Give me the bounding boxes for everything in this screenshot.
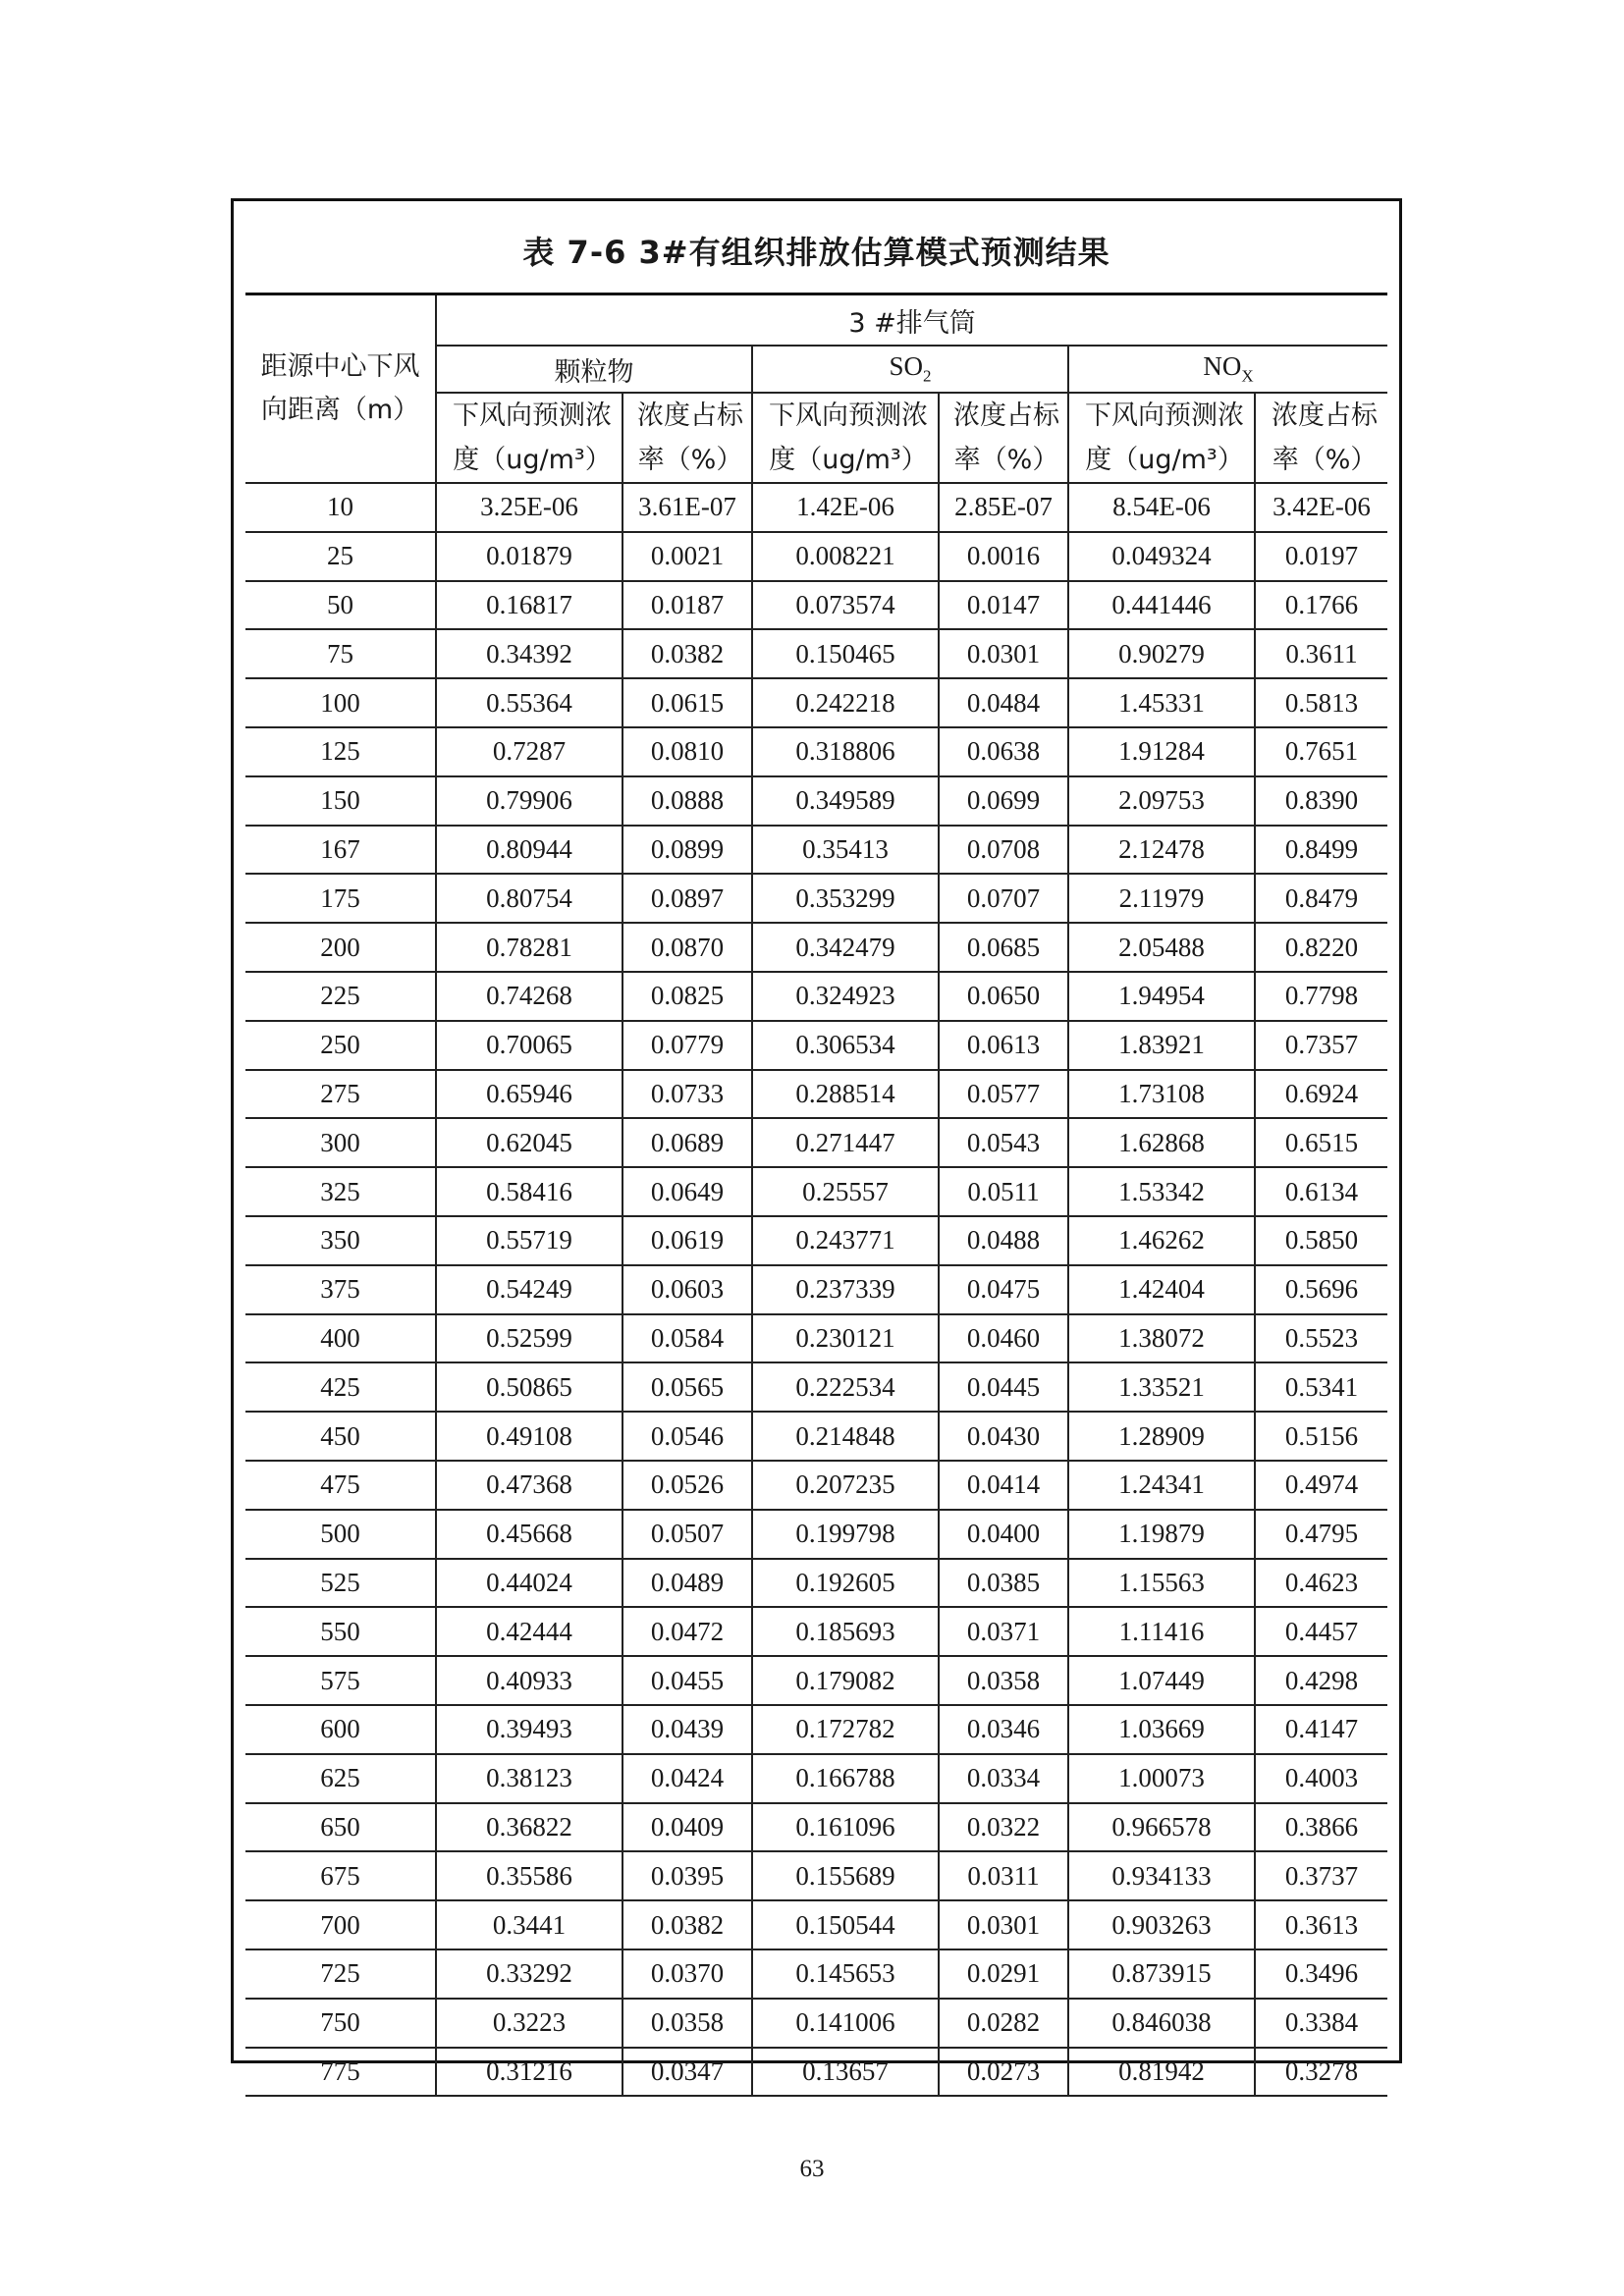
nox-concentration-cell: 1.45331	[1068, 678, 1255, 727]
so2-concentration-cell: 0.141006	[752, 1999, 939, 2048]
distance-cell: 175	[245, 874, 436, 923]
nox-concentration-cell: 1.53342	[1068, 1167, 1255, 1216]
so2-concentration-cell: 0.073574	[752, 581, 939, 630]
nox-ratio-cell: 0.4298	[1255, 1656, 1387, 1705]
nox-ratio-cell: 0.3611	[1255, 629, 1387, 678]
table-row	[245, 1167, 1387, 1216]
so2-ratio-cell: 0.0488	[939, 1216, 1068, 1265]
nox-concentration-cell: 0.049324	[1068, 532, 1255, 581]
distance-cell: 225	[245, 972, 436, 1021]
nox-ratio-cell: 0.8220	[1255, 923, 1387, 972]
prediction-results-table	[245, 293, 1387, 2097]
nox-ratio-cell: 0.5341	[1255, 1362, 1387, 1412]
particulate-concentration-cell: 0.50865	[436, 1362, 623, 1412]
distance-cell: 775	[245, 2048, 436, 2097]
sub-header-concentration: 下风向预测浓度（ug/m³）	[1068, 393, 1255, 483]
particulate-ratio-cell: 0.0409	[623, 1803, 752, 1852]
table-row	[245, 1754, 1387, 1803]
nox-concentration-cell: 0.90279	[1068, 629, 1255, 678]
pollutant-header-nox: $NO_X$	[1068, 346, 1387, 393]
so2-concentration-cell: 0.150465	[752, 629, 939, 678]
table-row	[245, 1705, 1387, 1754]
sub-header-ratio: 浓度占标率（%）	[623, 393, 752, 483]
so2-concentration-cell: 0.13657	[752, 2048, 939, 2097]
distance-cell: 425	[245, 1362, 436, 1412]
so2-concentration-cell: 0.008221	[752, 532, 939, 581]
so2-ratio-cell: 0.0311	[939, 1851, 1068, 1900]
so2-concentration-cell: 0.242218	[752, 678, 939, 727]
table-row	[245, 1559, 1387, 1608]
nox-ratio-cell: 0.8390	[1255, 776, 1387, 826]
table-row	[245, 923, 1387, 972]
particulate-concentration-cell: 0.54249	[436, 1265, 623, 1314]
table-body	[245, 483, 1387, 2096]
nox-concentration-cell: 0.903263	[1068, 1900, 1255, 1949]
particulate-ratio-cell: 0.0603	[623, 1265, 752, 1314]
distance-cell: 100	[245, 678, 436, 727]
nox-concentration-cell: 1.62868	[1068, 1118, 1255, 1167]
so2-ratio-cell: 0.0613	[939, 1021, 1068, 1070]
particulate-ratio-cell: 0.0439	[623, 1705, 752, 1754]
nox-concentration-cell: 1.15563	[1068, 1559, 1255, 1608]
nox-ratio-cell: 0.4003	[1255, 1754, 1387, 1803]
nox-ratio-cell: 0.5696	[1255, 1265, 1387, 1314]
particulate-ratio-cell: 0.0810	[623, 727, 752, 776]
distance-cell: 25	[245, 532, 436, 581]
distance-cell: 475	[245, 1461, 436, 1510]
table-row	[245, 826, 1387, 875]
nox-concentration-cell: 0.966578	[1068, 1803, 1255, 1852]
so2-concentration-cell: 0.243771	[752, 1216, 939, 1265]
nox-ratio-cell: 0.8499	[1255, 826, 1387, 875]
particulate-concentration-cell: 0.79906	[436, 776, 623, 826]
particulate-concentration-cell: 0.33292	[436, 1949, 623, 1999]
so2-ratio-cell: 0.0358	[939, 1656, 1068, 1705]
particulate-ratio-cell: 0.0382	[623, 1900, 752, 1949]
so2-ratio-cell: 0.0400	[939, 1510, 1068, 1559]
so2-ratio-cell: 0.0301	[939, 1900, 1068, 1949]
particulate-concentration-cell: 0.3441	[436, 1900, 623, 1949]
so2-ratio-cell: 0.0301	[939, 629, 1068, 678]
particulate-concentration-cell: 0.55719	[436, 1216, 623, 1265]
nox-concentration-cell: 2.12478	[1068, 826, 1255, 875]
particulate-ratio-cell: 0.0779	[623, 1021, 752, 1070]
nox-ratio-cell: 0.3737	[1255, 1851, 1387, 1900]
so2-concentration-cell: 0.342479	[752, 923, 939, 972]
particulate-concentration-cell: 0.78281	[436, 923, 623, 972]
particulate-ratio-cell: 0.0825	[623, 972, 752, 1021]
nox-concentration-cell: 1.28909	[1068, 1412, 1255, 1461]
so2-concentration-cell: 0.199798	[752, 1510, 939, 1559]
distance-cell: 10	[245, 483, 436, 532]
so2-ratio-cell: 0.0430	[939, 1412, 1068, 1461]
nox-concentration-cell: 0.441446	[1068, 581, 1255, 630]
particulate-concentration-cell: 0.38123	[436, 1754, 623, 1803]
so2-concentration-cell: 0.145653	[752, 1949, 939, 1999]
distance-cell: 450	[245, 1412, 436, 1461]
table-row	[245, 1314, 1387, 1363]
so2-concentration-cell: 0.179082	[752, 1656, 939, 1705]
distance-cell: 300	[245, 1118, 436, 1167]
particulate-concentration-cell: 0.34392	[436, 629, 623, 678]
nox-ratio-cell: 0.7357	[1255, 1021, 1387, 1070]
particulate-ratio-cell: 0.0424	[623, 1754, 752, 1803]
so2-ratio-cell: 0.0414	[939, 1461, 1068, 1510]
so2-ratio-cell: 0.0685	[939, 923, 1068, 972]
so2-concentration-cell: 0.166788	[752, 1754, 939, 1803]
particulate-ratio-cell: 0.0619	[623, 1216, 752, 1265]
so2-ratio-cell: 0.0147	[939, 581, 1068, 630]
table-row	[245, 1118, 1387, 1167]
particulate-concentration-cell: 0.31216	[436, 2048, 623, 2097]
particulate-ratio-cell: 0.0615	[623, 678, 752, 727]
particulate-ratio-cell: 0.0526	[623, 1461, 752, 1510]
nox-ratio-cell: 0.7798	[1255, 972, 1387, 1021]
nox-ratio-cell: 0.4974	[1255, 1461, 1387, 1510]
table-row	[245, 532, 1387, 581]
so2-ratio-cell: 0.0650	[939, 972, 1068, 1021]
nox-ratio-cell: 0.3384	[1255, 1999, 1387, 2048]
so2-ratio-cell: 0.0273	[939, 2048, 1068, 2097]
table-row	[245, 1412, 1387, 1461]
nox-ratio-cell: 0.7651	[1255, 727, 1387, 776]
nox-ratio-cell: 0.8479	[1255, 874, 1387, 923]
particulate-concentration-cell: 0.47368	[436, 1461, 623, 1510]
table-row	[245, 1216, 1387, 1265]
so2-ratio-cell: 0.0511	[939, 1167, 1068, 1216]
particulate-ratio-cell: 0.0395	[623, 1851, 752, 1900]
particulate-concentration-cell: 0.52599	[436, 1314, 623, 1363]
nox-ratio-cell: 0.3613	[1255, 1900, 1387, 1949]
particulate-concentration-cell: 0.40933	[436, 1656, 623, 1705]
so2-concentration-cell: 0.155689	[752, 1851, 939, 1900]
so2-concentration-cell: 0.288514	[752, 1070, 939, 1119]
nox-ratio-cell: 0.3278	[1255, 2048, 1387, 2097]
distance-cell: 675	[245, 1851, 436, 1900]
so2-concentration-cell: 0.192605	[752, 1559, 939, 1608]
nox-ratio-cell: 0.6515	[1255, 1118, 1387, 1167]
particulate-concentration-cell: 0.62045	[436, 1118, 623, 1167]
nox-concentration-cell: 1.91284	[1068, 727, 1255, 776]
particulate-ratio-cell: 0.0472	[623, 1607, 752, 1656]
nox-ratio-cell: 0.1766	[1255, 581, 1387, 630]
so2-concentration-cell: 0.207235	[752, 1461, 939, 1510]
distance-cell: 250	[245, 1021, 436, 1070]
table-row	[245, 1265, 1387, 1314]
nox-ratio-cell: 0.6924	[1255, 1070, 1387, 1119]
particulate-ratio-cell: 0.0455	[623, 1656, 752, 1705]
particulate-ratio-cell: 0.0358	[623, 1999, 752, 2048]
page-number: 63	[799, 2156, 825, 2182]
so2-ratio-cell: 0.0475	[939, 1265, 1068, 1314]
so2-concentration-cell: 0.172782	[752, 1705, 939, 1754]
so2-ratio-cell: 0.0291	[939, 1949, 1068, 1999]
particulate-ratio-cell: 0.0546	[623, 1412, 752, 1461]
particulate-ratio-cell: 0.0897	[623, 874, 752, 923]
table-row	[245, 1607, 1387, 1656]
so2-concentration-cell: 0.271447	[752, 1118, 939, 1167]
particulate-concentration-cell: 0.3223	[436, 1999, 623, 2048]
distance-cell: 625	[245, 1754, 436, 1803]
nox-ratio-cell: 0.3866	[1255, 1803, 1387, 1852]
so2-concentration-cell: 0.35413	[752, 826, 939, 875]
so2-concentration-cell: 0.25557	[752, 1167, 939, 1216]
so2-ratio-cell: 0.0543	[939, 1118, 1068, 1167]
nox-concentration-cell: 1.11416	[1068, 1607, 1255, 1656]
particulate-concentration-cell: 0.36822	[436, 1803, 623, 1852]
nox-concentration-cell: 2.11979	[1068, 874, 1255, 923]
nox-concentration-cell: 8.54E-06	[1068, 483, 1255, 532]
nox-ratio-cell: 0.5813	[1255, 678, 1387, 727]
table-row	[245, 1900, 1387, 1949]
nox-ratio-cell: 0.0197	[1255, 532, 1387, 581]
particulate-ratio-cell: 0.0689	[623, 1118, 752, 1167]
particulate-concentration-cell: 0.65946	[436, 1070, 623, 1119]
nox-ratio-cell: 0.4457	[1255, 1607, 1387, 1656]
stack-header: 3 #排气筒	[436, 294, 1387, 347]
so2-ratio-cell: 0.0484	[939, 678, 1068, 727]
table-row	[245, 1510, 1387, 1559]
table-row	[245, 1021, 1387, 1070]
distance-cell: 525	[245, 1559, 436, 1608]
particulate-ratio-cell: 0.0187	[623, 581, 752, 630]
distance-header: 距源中心下风向距离（m）	[245, 294, 436, 484]
nox-concentration-cell: 1.00073	[1068, 1754, 1255, 1803]
table-row	[245, 1851, 1387, 1900]
particulate-ratio-cell: 0.0382	[623, 629, 752, 678]
so2-concentration-cell: 0.185693	[752, 1607, 939, 1656]
table-row	[245, 1070, 1387, 1119]
table-row	[245, 776, 1387, 826]
particulate-concentration-cell: 0.44024	[436, 1559, 623, 1608]
sub-header-concentration: 下风向预测浓度（ug/m³）	[752, 393, 939, 483]
table-row	[245, 2048, 1387, 2097]
particulate-ratio-cell: 0.0021	[623, 532, 752, 581]
nox-ratio-cell: 0.5523	[1255, 1314, 1387, 1363]
so2-concentration-cell: 0.324923	[752, 972, 939, 1021]
sub-header-concentration: 下风向预测浓度（ug/m³）	[436, 393, 623, 483]
so2-ratio-cell: 0.0638	[939, 727, 1068, 776]
table-row	[245, 727, 1387, 776]
table-row	[245, 629, 1387, 678]
nox-concentration-cell: 2.09753	[1068, 776, 1255, 826]
so2-concentration-cell: 0.222534	[752, 1362, 939, 1412]
particulate-ratio-cell: 0.0565	[623, 1362, 752, 1412]
nox-ratio-cell: 0.4147	[1255, 1705, 1387, 1754]
so2-ratio-cell: 0.0385	[939, 1559, 1068, 1608]
table-row	[245, 1949, 1387, 1999]
nox-ratio-cell: 0.6134	[1255, 1167, 1387, 1216]
nox-concentration-cell: 0.846038	[1068, 1999, 1255, 2048]
nox-ratio-cell: 0.3496	[1255, 1949, 1387, 1999]
particulate-ratio-cell: 0.0507	[623, 1510, 752, 1559]
particulate-concentration-cell: 0.55364	[436, 678, 623, 727]
so2-concentration-cell: 0.353299	[752, 874, 939, 923]
so2-concentration-cell: 0.318806	[752, 727, 939, 776]
distance-cell: 50	[245, 581, 436, 630]
distance-cell: 75	[245, 629, 436, 678]
distance-cell: 350	[245, 1216, 436, 1265]
distance-cell: 575	[245, 1656, 436, 1705]
table-row	[245, 1362, 1387, 1412]
so2-ratio-cell: 0.0460	[939, 1314, 1068, 1363]
distance-cell: 750	[245, 1999, 436, 2048]
so2-ratio-cell: 0.0016	[939, 532, 1068, 581]
nox-concentration-cell: 0.81942	[1068, 2048, 1255, 2097]
distance-cell: 150	[245, 776, 436, 826]
particulate-concentration-cell: 0.16817	[436, 581, 623, 630]
particulate-concentration-cell: 0.35586	[436, 1851, 623, 1900]
so2-concentration-cell: 0.150544	[752, 1900, 939, 1949]
nox-concentration-cell: 1.24341	[1068, 1461, 1255, 1510]
so2-concentration-cell: 1.42E-06	[752, 483, 939, 532]
distance-cell: 200	[245, 923, 436, 972]
nox-ratio-cell: 0.5156	[1255, 1412, 1387, 1461]
particulate-concentration-cell: 0.42444	[436, 1607, 623, 1656]
distance-cell: 400	[245, 1314, 436, 1363]
table-row	[245, 1999, 1387, 2048]
nox-concentration-cell: 1.38072	[1068, 1314, 1255, 1363]
table-title: 表 7-6 3#有组织排放估算模式预测结果	[522, 234, 1110, 271]
nox-ratio-cell: 0.4623	[1255, 1559, 1387, 1608]
table-row	[245, 581, 1387, 630]
particulate-concentration-cell: 0.80754	[436, 874, 623, 923]
particulate-ratio-cell: 0.0489	[623, 1559, 752, 1608]
distance-cell: 600	[245, 1705, 436, 1754]
particulate-concentration-cell: 0.58416	[436, 1167, 623, 1216]
nox-concentration-cell: 1.83921	[1068, 1021, 1255, 1070]
so2-ratio-cell: 0.0371	[939, 1607, 1068, 1656]
particulate-concentration-cell: 0.45668	[436, 1510, 623, 1559]
particulate-ratio-cell: 0.0899	[623, 826, 752, 875]
nox-concentration-cell: 1.42404	[1068, 1265, 1255, 1314]
nox-concentration-cell: 1.07449	[1068, 1656, 1255, 1705]
distance-cell: 725	[245, 1949, 436, 1999]
nox-concentration-cell: 1.46262	[1068, 1216, 1255, 1265]
particulate-concentration-cell: 0.7287	[436, 727, 623, 776]
distance-cell: 125	[245, 727, 436, 776]
table-row	[245, 874, 1387, 923]
particulate-concentration-cell: 3.25E-06	[436, 483, 623, 532]
table-row	[245, 678, 1387, 727]
particulate-ratio-cell: 0.0733	[623, 1070, 752, 1119]
nox-concentration-cell: 1.19879	[1068, 1510, 1255, 1559]
particulate-concentration-cell: 0.70065	[436, 1021, 623, 1070]
so2-ratio-cell: 0.0334	[939, 1754, 1068, 1803]
particulate-concentration-cell: 0.49108	[436, 1412, 623, 1461]
sub-header-ratio: 浓度占标率（%）	[939, 393, 1068, 483]
particulate-ratio-cell: 0.0370	[623, 1949, 752, 1999]
so2-concentration-cell: 0.306534	[752, 1021, 939, 1070]
so2-ratio-cell: 0.0577	[939, 1070, 1068, 1119]
nox-ratio-cell: 3.42E-06	[1255, 483, 1387, 532]
distance-cell: 275	[245, 1070, 436, 1119]
nox-concentration-cell: 0.873915	[1068, 1949, 1255, 1999]
distance-cell: 650	[245, 1803, 436, 1852]
table-row	[245, 483, 1387, 532]
so2-ratio-cell: 0.0699	[939, 776, 1068, 826]
table-row	[245, 1461, 1387, 1510]
so2-ratio-cell: 0.0445	[939, 1362, 1068, 1412]
so2-concentration-cell: 0.161096	[752, 1803, 939, 1852]
sub-header-ratio: 浓度占标率（%）	[1255, 393, 1387, 483]
table-row	[245, 1803, 1387, 1852]
so2-ratio-cell: 2.85E-07	[939, 483, 1068, 532]
particulate-concentration-cell: 0.01879	[436, 532, 623, 581]
particulate-ratio-cell: 0.0870	[623, 923, 752, 972]
nox-concentration-cell: 1.73108	[1068, 1070, 1255, 1119]
so2-ratio-cell: 0.0282	[939, 1999, 1068, 2048]
particulate-ratio-cell: 3.61E-07	[623, 483, 752, 532]
so2-ratio-cell: 0.0707	[939, 874, 1068, 923]
particulate-ratio-cell: 0.0888	[623, 776, 752, 826]
particulate-ratio-cell: 0.0649	[623, 1167, 752, 1216]
particulate-concentration-cell: 0.80944	[436, 826, 623, 875]
so2-concentration-cell: 0.349589	[752, 776, 939, 826]
so2-concentration-cell: 0.214848	[752, 1412, 939, 1461]
distance-cell: 167	[245, 826, 436, 875]
nox-concentration-cell: 0.934133	[1068, 1851, 1255, 1900]
so2-concentration-cell: 0.237339	[752, 1265, 939, 1314]
nox-concentration-cell: 1.03669	[1068, 1705, 1255, 1754]
so2-ratio-cell: 0.0346	[939, 1705, 1068, 1754]
particulate-ratio-cell: 0.0347	[623, 2048, 752, 2097]
particulate-ratio-cell: 0.0584	[623, 1314, 752, 1363]
distance-cell: 500	[245, 1510, 436, 1559]
nox-ratio-cell: 0.5850	[1255, 1216, 1387, 1265]
pollutant-header-so2: $SO_2$	[752, 346, 1068, 393]
so2-ratio-cell: 0.0322	[939, 1803, 1068, 1852]
nox-ratio-cell: 0.4795	[1255, 1510, 1387, 1559]
distance-cell: 700	[245, 1900, 436, 1949]
nox-concentration-cell: 1.94954	[1068, 972, 1255, 1021]
so2-concentration-cell: 0.230121	[752, 1314, 939, 1363]
pollutant-header-particulate: 颗粒物	[436, 346, 752, 393]
table-row	[245, 972, 1387, 1021]
distance-cell: 550	[245, 1607, 436, 1656]
table-row	[245, 1656, 1387, 1705]
distance-cell: 375	[245, 1265, 436, 1314]
so2-ratio-cell: 0.0708	[939, 826, 1068, 875]
particulate-concentration-cell: 0.74268	[436, 972, 623, 1021]
distance-cell: 325	[245, 1167, 436, 1216]
nox-concentration-cell: 1.33521	[1068, 1362, 1255, 1412]
nox-concentration-cell: 2.05488	[1068, 923, 1255, 972]
particulate-concentration-cell: 0.39493	[436, 1705, 623, 1754]
